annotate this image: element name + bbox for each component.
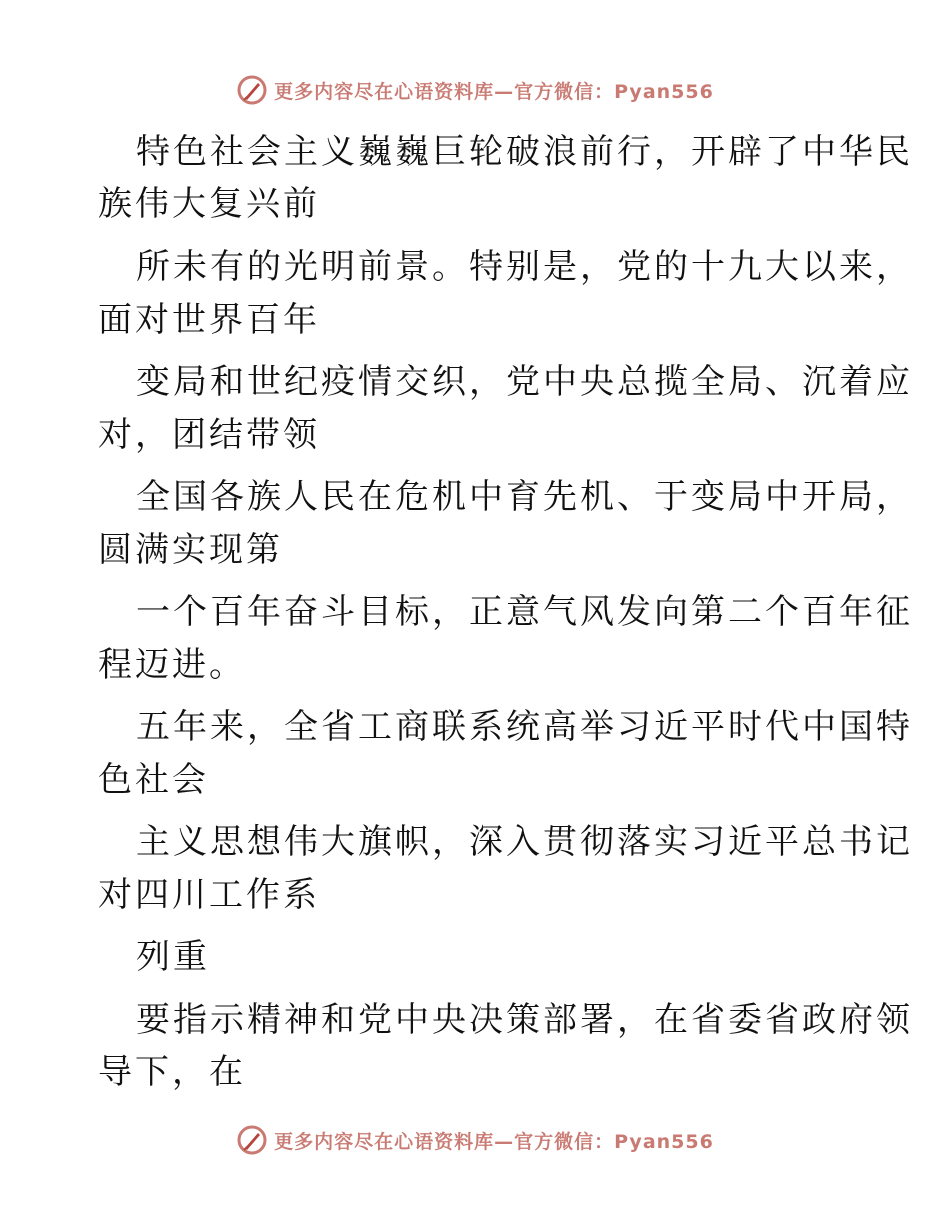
paragraph-line: 程迈进。 [98, 645, 246, 685]
paragraph-line: 特色社会主义巍巍巨轮破浪前行，开辟了中华民 [136, 132, 913, 172]
watermark-text: 更多内容尽在心语资料库—官方微信：Pyan556 [274, 1130, 714, 1153]
paragraph-line: 五年来，全省工商联系统高举习近平时代中国特 [136, 707, 913, 747]
paragraph-line: 变局和世纪疫情交织，党中央总揽全局、沉着应 [136, 362, 913, 402]
paragraph-line: 全国各族人民在危机中育先机、于变局中开局， [136, 477, 913, 517]
paragraph-line: 列重 [136, 937, 210, 977]
paragraph-line: 所未有的光明前景。特别是，党的十九大以来， [136, 247, 913, 287]
paragraph-line: 对四川工作系 [98, 875, 320, 915]
paragraph-line: 族伟大复兴前 [98, 184, 320, 224]
paragraph-line: 主义思想伟大旗帜，深入贯彻落实习近平总书记 [136, 822, 913, 862]
paragraph-line: 一个百年奋斗目标，正意气风发向第二个百年征 [136, 592, 913, 632]
header-watermark [0, 70, 950, 110]
quill-pen-logo-icon [236, 1124, 268, 1156]
footer-watermark [0, 1120, 950, 1160]
paragraph-line: 圆满实现第 [98, 530, 283, 570]
paragraph-line: 面对世界百年 [98, 300, 320, 340]
watermark-text: 更多内容尽在心语资料库—官方微信：Pyan556 [274, 80, 714, 103]
paragraph-line: 要指示精神和党中央决策部署，在省委省政府领 [136, 1000, 913, 1040]
paragraph-line: 对，团结带领 [98, 415, 320, 455]
paragraph-line: 色社会 [98, 760, 209, 800]
quill-pen-logo-icon [236, 74, 268, 106]
paragraph-line: 导下，在 [98, 1052, 246, 1092]
